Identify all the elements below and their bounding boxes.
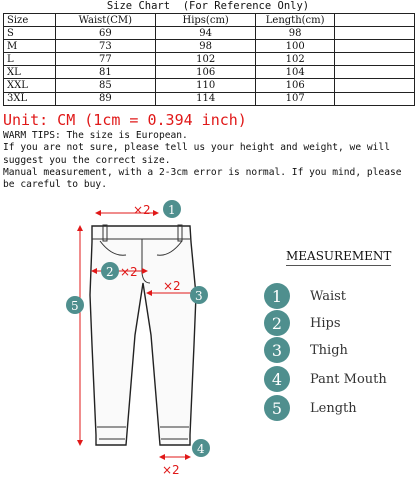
cell-length: 98 [256, 27, 335, 40]
cell-empty [335, 27, 415, 40]
number-3-label: 3 [195, 289, 203, 303]
legend-label: Length [310, 400, 357, 416]
header-waist: Waist(CM) [55, 14, 155, 27]
cell-hips: 94 [156, 27, 256, 40]
cell-waist: 89 [55, 92, 155, 105]
cell-empty [335, 79, 415, 92]
number-1-label: 1 [168, 203, 176, 217]
table-row [4, 79, 415, 92]
table-row [4, 92, 415, 105]
measurement-legend-title: MEASUREMENT [286, 249, 391, 266]
cell-empty [335, 66, 415, 79]
cell-hips: 102 [156, 53, 256, 66]
cell-size: L [4, 53, 56, 66]
legend-label: Waist [310, 288, 347, 304]
size-notes [3, 130, 415, 191]
table-row [4, 66, 415, 79]
cell-size: M [4, 40, 56, 53]
pants-measurement-diagram [0, 195, 260, 486]
cell-hips: 98 [156, 40, 256, 53]
cell-empty [335, 40, 415, 53]
size-chart-title: Size Chart (For Reference Only) [106, 0, 310, 12]
cell-size: XL [4, 66, 56, 79]
cell-empty [335, 53, 415, 66]
number-4-label: 4 [197, 442, 205, 456]
cell-length: 107 [256, 92, 335, 105]
hips-multiplier: ×2 [120, 265, 138, 279]
header-empty [335, 14, 415, 27]
thigh-multiplier: ×2 [163, 279, 181, 293]
legend-number-icon: 5 [264, 395, 290, 421]
legend-label: Hips [310, 315, 341, 331]
legend-number-icon: 1 [264, 283, 290, 309]
pant-mouth-multiplier: ×2 [162, 463, 180, 477]
cell-length: 104 [256, 66, 335, 79]
cell-empty [335, 92, 415, 105]
pants-outline [90, 226, 196, 445]
table-row [4, 27, 415, 40]
table-row [4, 40, 415, 53]
waist-multiplier: ×2 [133, 203, 151, 217]
legend-item-waist [264, 283, 346, 309]
legend-number-icon: 3 [264, 337, 290, 363]
cell-hips: 106 [156, 66, 256, 79]
number-5-label: 5 [71, 299, 79, 313]
length-measure [66, 226, 84, 445]
waist-measure [96, 200, 181, 218]
legend-label: Thigh [310, 342, 348, 358]
legend-item-thigh [264, 337, 348, 363]
cell-length: 100 [256, 40, 335, 53]
legend-number-icon: 2 [264, 310, 290, 336]
cell-length: 102 [256, 53, 335, 66]
unit-note: Unit: CM (1cm = 0.394 inch) [3, 111, 247, 129]
header-hips: Hips(cm) [156, 14, 256, 27]
note-line: WARM TIPS: The size is European. [3, 130, 188, 141]
table-header-row [4, 14, 415, 27]
legend-item-hips [264, 310, 341, 336]
table-row [4, 53, 415, 66]
cell-waist: 81 [55, 66, 155, 79]
cell-size: S [4, 27, 56, 40]
cell-length: 106 [256, 79, 335, 92]
cell-size: XXL [4, 79, 56, 92]
size-table [3, 13, 415, 106]
legend-item-pant-mouth [264, 366, 387, 392]
cell-waist: 85 [55, 79, 155, 92]
cell-waist: 73 [55, 40, 155, 53]
cell-hips: 114 [156, 92, 256, 105]
note-line: Manual measurement, with a 2-3cm error is normal. If you mind, please [3, 166, 402, 178]
note-line: If you are not sure, please tell us your height and weight, we will [3, 142, 390, 154]
legend-number-icon: 4 [264, 366, 290, 392]
cell-size: 3XL [4, 92, 56, 105]
header-size: Size [4, 14, 56, 27]
cell-hips: 110 [156, 79, 256, 92]
cell-waist: 69 [55, 27, 155, 40]
legend-label: Pant Mouth [310, 371, 387, 387]
note-line: suggest you the correct size. [3, 154, 171, 166]
legend-item-length [264, 395, 357, 421]
cell-waist: 77 [55, 53, 155, 66]
header-length: Length(cm) [256, 14, 335, 27]
number-2-label: 2 [106, 265, 114, 279]
note-line: be careful to buy. [3, 179, 107, 191]
